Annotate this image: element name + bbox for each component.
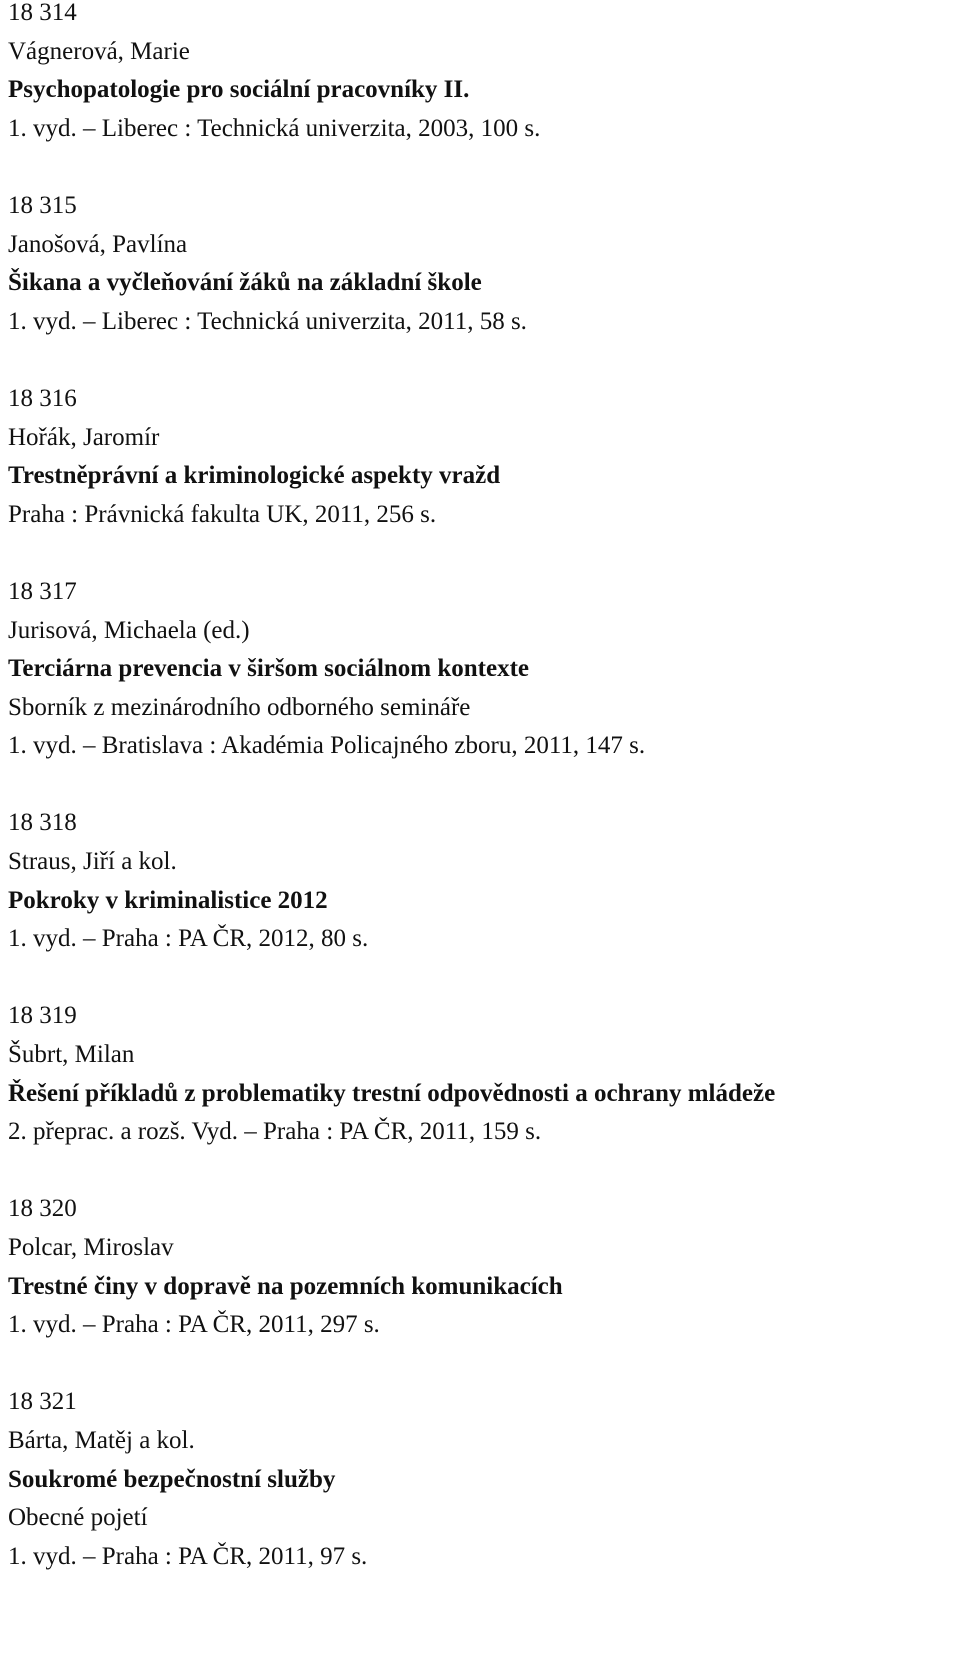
entry-separator bbox=[8, 959, 958, 998]
bibliography-entry-18320 bbox=[8, 1190, 958, 1344]
entry-subtitle: Sborník z mezinárodního odborného semináře bbox=[8, 693, 471, 721]
bibliography-list bbox=[8, 0, 958, 1576]
entry-separator bbox=[8, 148, 958, 187]
entry-imprint: Praha : Právnická fakulta UK, 2011, 256 s. bbox=[8, 500, 437, 528]
bibliography-entry-18317 bbox=[8, 573, 958, 766]
entry-title: Šikana a vyčleňování žáků na základní škole bbox=[8, 269, 482, 297]
entry-author: Polcar, Miroslav bbox=[8, 1234, 174, 1261]
entry-separator bbox=[8, 1152, 958, 1191]
bibliography-entry-18319 bbox=[8, 997, 958, 1151]
bibliography-entry-18314 bbox=[8, 0, 958, 148]
entry-title: Trestněprávní a kriminologické aspekty vražd bbox=[8, 462, 501, 490]
entry-number: 18 320 bbox=[8, 1195, 77, 1223]
entry-title: Soukromé bezpečnostní služby bbox=[8, 1465, 336, 1493]
entry-author: Vágnerová, Marie bbox=[8, 37, 190, 65]
entry-imprint: 1. vyd. – Praha : PA ČR, 2011, 97 s. bbox=[8, 1542, 368, 1570]
entry-title: Pokroky v kriminalistice 2012 bbox=[8, 886, 328, 914]
entry-imprint: 1. vyd. – Liberec : Technická univerzita, 2011, 58 s. bbox=[8, 307, 527, 335]
entry-number: 18 318 bbox=[8, 809, 77, 837]
entry-number: 18 319 bbox=[8, 1002, 77, 1030]
entry-imprint: 1. vyd. – Liberec : Technická univerzita, 2003, 100 s. bbox=[8, 114, 541, 142]
entry-imprint: 1. vyd. – Bratislava : Akadémia Policajného zboru, 2011, 147 s. bbox=[8, 732, 646, 760]
entry-number: 18 316 bbox=[8, 384, 77, 412]
entry-separator bbox=[8, 534, 958, 573]
entry-title: Trestné činy v dopravě na pozemních komunikacích bbox=[8, 1272, 563, 1300]
entry-title: Psychopatologie pro sociální pracovníky II. bbox=[8, 76, 470, 104]
entry-author: Hořák, Jaromír bbox=[8, 423, 160, 451]
bibliography-entry-18316 bbox=[8, 380, 958, 534]
entry-author: Jurisová, Michaela (ed.) bbox=[8, 616, 250, 644]
entry-imprint: 1. vyd. – Praha : PA ČR, 2011, 297 s. bbox=[8, 1311, 380, 1339]
entry-title: Terciárna prevencia v širšom sociálnom kontexte bbox=[8, 655, 530, 683]
entry-author: Straus, Jiří a kol. bbox=[8, 848, 177, 876]
entry-number: 18 317 bbox=[8, 577, 77, 605]
entry-subtitle: Obecné pojetí bbox=[8, 1504, 148, 1532]
entry-author: Šubrt, Milan bbox=[8, 1041, 135, 1069]
entry-author: Bárta, Matěj a kol. bbox=[8, 1426, 195, 1454]
entry-number: 18 315 bbox=[8, 191, 77, 219]
entry-separator bbox=[8, 341, 958, 380]
entry-number: 18 314 bbox=[8, 0, 77, 26]
entry-separator bbox=[8, 766, 958, 805]
bibliography-entry-18318 bbox=[8, 804, 958, 958]
entry-imprint: 2. přeprac. a rozš. Vyd. – Praha : PA ČR, 2011, 159 s. bbox=[8, 1118, 542, 1146]
entry-imprint: 1. vyd. – Praha : PA ČR, 2012, 80 s. bbox=[8, 925, 369, 953]
entry-separator bbox=[8, 1345, 958, 1384]
entry-number: 18 321 bbox=[8, 1388, 77, 1416]
bibliography-entry-18315 bbox=[8, 187, 958, 341]
bibliography-entry-18321 bbox=[8, 1383, 958, 1576]
entry-author: Janošová, Pavlína bbox=[8, 230, 188, 258]
entry-title: Řešení příkladů z problematiky trestní odpovědnosti a ochrany mládeže bbox=[8, 1079, 776, 1107]
